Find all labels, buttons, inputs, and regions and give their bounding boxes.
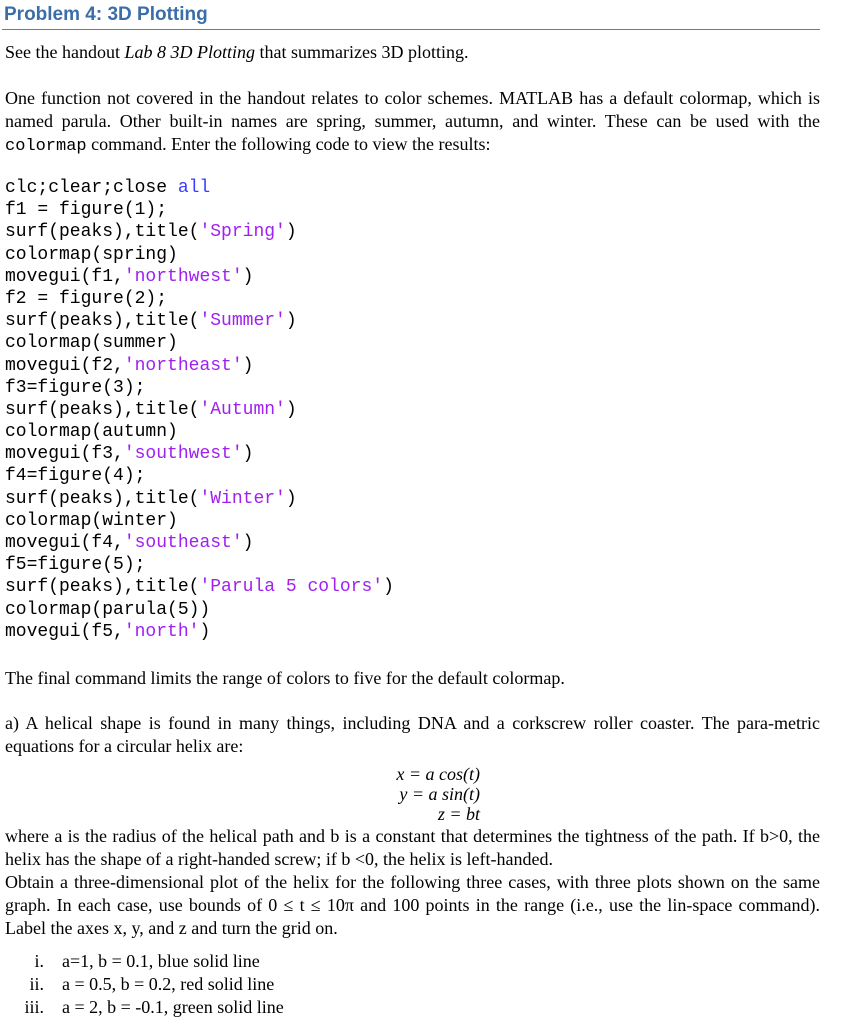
- code-line: colormap(parula(5)): [5, 599, 211, 620]
- code-line: colormap(summer): [5, 333, 178, 354]
- code-line: f2 = figure(2);: [5, 288, 168, 309]
- case-list: [14, 950, 284, 1019]
- part-a-paragraph: a) A helical shape is found in many things, including DNA and a corkscrew roller coaster. The para-metric equations for a circular helix are:: [5, 713, 820, 756]
- case-text: a = 0.5, b = 0.2, red solid line: [62, 974, 275, 994]
- list-item: [14, 950, 284, 973]
- code-line: surf(peaks),title('Winter'): [5, 488, 297, 509]
- final-note-paragraph: The final command limits the range of colors to five for the default colormap.: [5, 668, 565, 688]
- code-line: clc;clear;close all: [5, 178, 211, 198]
- code-line: surf(peaks),title('Summer'): [5, 311, 297, 332]
- code-line: f4=figure(4);: [5, 466, 146, 487]
- code-line: movegui(f4,'southeast'): [5, 533, 254, 553]
- colormap-inline-code: colormap: [5, 137, 87, 156]
- case-number: i.: [34, 951, 44, 971]
- list-item: [14, 973, 284, 996]
- equation-y: y = a sin(t): [399, 784, 480, 804]
- code-line: f5=figure(5);: [5, 555, 146, 576]
- colormap-paragraph: [5, 87, 820, 158]
- code-line: colormap(winter): [5, 510, 178, 531]
- code-line: movegui(f1,'northwest'): [5, 266, 254, 287]
- problem-heading: Problem 4: 3D Plotting: [4, 4, 208, 25]
- case-number: ii.: [29, 974, 44, 994]
- matlab-code-block: [5, 177, 394, 643]
- code-line: movegui(f3,'southwest'): [5, 444, 254, 465]
- colormap-text-start: One function not covered in the handout relates to color schemes. MATLAB has a default colormap, which is named parula. Other built-in names are spring, summer, autumn, and winter. These can be used with the: [5, 88, 820, 131]
- code-line: colormap(autumn): [5, 422, 178, 443]
- heading-underline: [2, 29, 820, 30]
- intro-paragraph: [5, 41, 468, 64]
- code-line: f1 = figure(1);: [5, 200, 168, 221]
- intro-text-end: that summarizes 3D plotting.: [255, 42, 469, 62]
- where-paragraph: where a is the radius of the helical path and b is a constant that determines the tightness of the path. If b>0, the helix has the shape of a right-handed screw; if b <0, the helix is left-handed.: [5, 826, 820, 869]
- list-item: [14, 996, 284, 1019]
- case-text: a=1, b = 0.1, blue solid line: [62, 951, 260, 971]
- handout-title: Lab 8 3D Plotting: [124, 42, 255, 62]
- code-line: movegui(f5,'north'): [5, 621, 211, 642]
- code-line: surf(peaks),title('Autumn'): [5, 399, 297, 420]
- intro-text-start: See the handout: [5, 42, 125, 62]
- code-line: surf(peaks),title('Parula 5 colors'): [5, 577, 394, 598]
- equation-z: z = bt: [437, 804, 480, 824]
- equation-x: x = a cos(t): [396, 764, 480, 784]
- helix-equations: [350, 764, 480, 824]
- code-line: f3=figure(3);: [5, 377, 146, 398]
- code-line: movegui(f2,'northeast'): [5, 355, 254, 376]
- case-number: iii.: [24, 997, 44, 1017]
- obtain-paragraph: Obtain a three-dimensional plot of the helix for the following three cases, with three plots shown on the same graph. In each case, use bounds of 0 ≤ t ≤ 10π and 100 points in the range (i.e., use the lin-space command). Label the axes x, y, and z and turn the grid on.: [5, 872, 820, 938]
- colormap-text-end: command. Enter the following code to view the results:: [86, 134, 491, 154]
- code-line: colormap(spring): [5, 244, 178, 265]
- case-text: a = 2, b = -0.1, green solid line: [62, 997, 284, 1017]
- code-line: surf(peaks),title('Spring'): [5, 222, 297, 243]
